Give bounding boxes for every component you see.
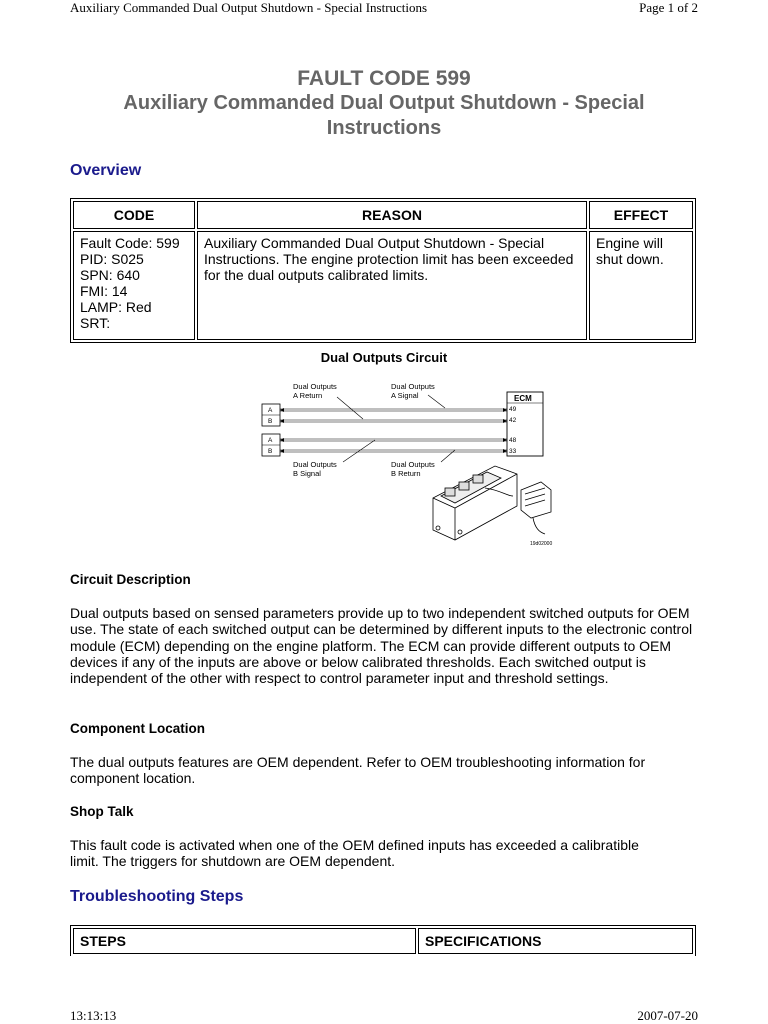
figure-title: Dual Outputs Circuit — [320, 350, 448, 365]
column-header-code: CODE — [73, 201, 195, 229]
fault-code-subtitle-line2: Instructions — [326, 117, 442, 139]
shop-talk-heading: Shop Talk — [70, 804, 134, 819]
ecm-pin-42: 42 — [509, 417, 517, 424]
column-header-reason: REASON — [197, 201, 587, 229]
circuit-description-heading: Circuit Description — [70, 572, 191, 587]
code-line-fault-code: Fault Code: 599 — [80, 235, 180, 251]
column-header-steps: STEPS — [73, 928, 416, 954]
label-a-signal-line2: A Signal — [391, 391, 419, 400]
label-b-return-line2: B Return — [391, 469, 421, 478]
footer-date: 2007-07-20 — [637, 1008, 698, 1023]
code-line-fmi: FMI: 14 — [80, 283, 128, 299]
label-b-return-line1: Dual Outputs — [391, 460, 435, 469]
troubleshooting-heading: Troubleshooting Steps — [70, 888, 244, 905]
troubleshooting-table — [70, 925, 696, 956]
label-a-return-line1: Dual Outputs — [293, 382, 337, 391]
code-line-spn: SPN: 640 — [80, 267, 140, 283]
footer-time: 13:13:13 — [70, 1008, 117, 1023]
header-document-title: Auxiliary Commanded Dual Output Shutdown - Special Instructions — [70, 0, 428, 15]
column-header-effect: EFFECT — [589, 201, 693, 229]
wires — [280, 409, 507, 452]
fault-code-subtitle-line1: Auxiliary Commanded Dual Output Shutdown - Special — [123, 92, 645, 114]
shop-talk-text: This fault code is activated when one of the OEM defined inputs has exceeded a calibratible limit. The triggers for shutdown are OEM dependent. — [70, 837, 639, 870]
ecm-pin-49: 49 — [509, 406, 517, 413]
label-a-signal-line1: Dual Outputs — [391, 382, 435, 391]
code-line-lamp: LAMP: Red — [80, 299, 152, 315]
reason-cell: Auxiliary Commanded Dual Output Shutdown - Special Instructions. The engine protection limit has been exceeded for the dual outputs calibrated limits. — [197, 231, 587, 340]
circuit-description-text: Dual outputs based on sensed parameters provide up to two independent switched outputs for OEM use. The state of each switched output can be determined by different inputs to the electronic control module (ECM) depending on the engine platform. The ECM can provide different outputs to OEM devices if any of the inputs are above or below calibrated thresholds. Each switched output is independent of the other with respect to control parameter input and threshold settings. — [70, 605, 693, 687]
label-b-signal-line1: Dual Outputs — [293, 460, 337, 469]
label-b-signal-line2: B Signal — [293, 469, 321, 478]
code-line-pid: PID: S025 — [80, 251, 144, 267]
effect-cell: Engine will shut down. — [589, 231, 693, 340]
label-a-return-line2: A Return — [293, 391, 323, 400]
fault-code-table-header — [73, 201, 693, 229]
component-location-heading: Component Location — [70, 721, 205, 736]
connector-1-pin-a: A — [268, 407, 273, 414]
ecm-module-illustration — [433, 466, 551, 540]
leader-a-signal — [428, 395, 445, 408]
leader-a-return — [337, 397, 363, 419]
troubleshooting-table-header — [73, 928, 693, 954]
connector-2-pin-a: A — [268, 437, 273, 444]
ecm-pin-33: 33 — [509, 448, 517, 455]
code-line-srt: SRT: — [80, 315, 111, 331]
dual-outputs-circuit-diagram — [255, 378, 555, 550]
connector-1-pin-b: B — [268, 418, 273, 425]
ecm-pin-48: 48 — [509, 437, 517, 444]
ecm-label: ECM — [514, 394, 532, 403]
fault-code-title: FAULT CODE 599 — [297, 67, 471, 90]
connector-2-pin-b: B — [268, 448, 273, 455]
column-header-specifications: SPECIFICATIONS — [418, 928, 693, 954]
figure-id: 19d02000 — [530, 541, 553, 547]
leader-b-signal — [343, 440, 375, 462]
page-title — [70, 66, 698, 141]
component-location-text: The dual outputs features are OEM dependent. Refer to OEM troubleshooting information for component location. — [70, 754, 646, 787]
header-page-number: Page 1 of 2 — [639, 0, 698, 15]
fault-code-table — [70, 198, 696, 343]
wire-arrows — [280, 408, 507, 453]
code-cell — [73, 231, 195, 340]
overview-heading: Overview — [70, 162, 142, 179]
fault-code-table-row — [73, 231, 693, 340]
